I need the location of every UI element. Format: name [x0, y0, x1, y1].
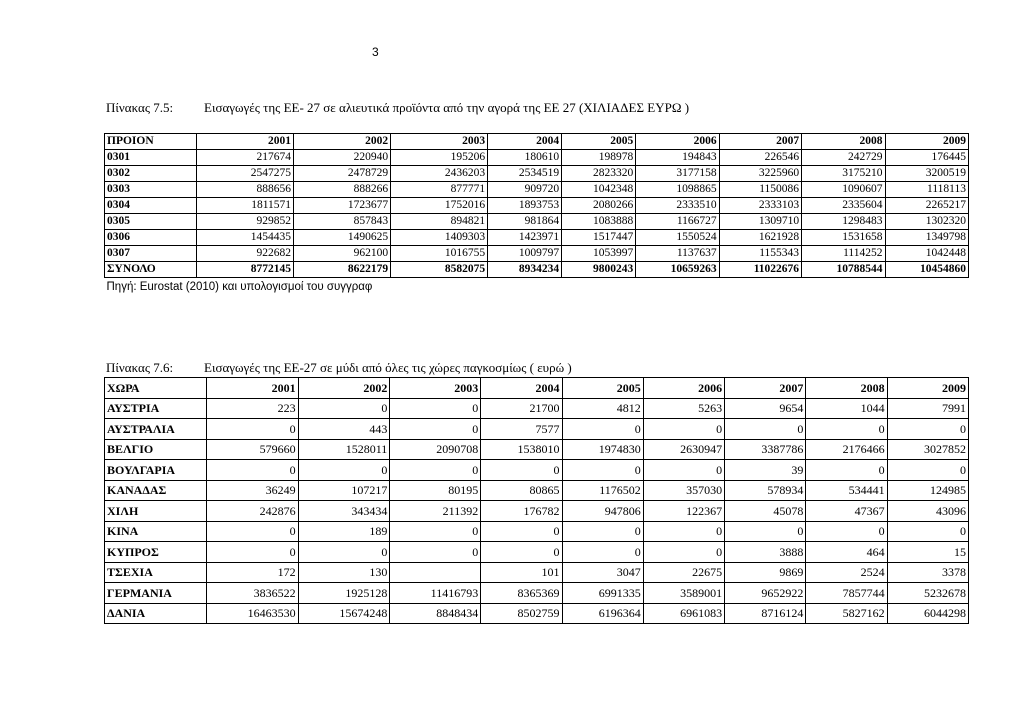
column-header-year: 2004 [481, 378, 562, 399]
value-cell: 2333510 [636, 198, 719, 214]
table-row [105, 603, 969, 624]
value-cell: 888266 [294, 182, 391, 198]
table-row [105, 214, 969, 230]
column-header-year: 2001 [197, 134, 294, 150]
value-cell: 0 [643, 460, 724, 481]
value-cell: 0 [643, 521, 724, 542]
value-cell: 9800243 [562, 262, 636, 278]
value-cell: 8582075 [391, 262, 488, 278]
value-cell: 1309710 [719, 214, 801, 230]
value-cell: 223 [207, 398, 299, 419]
value-cell: 0 [390, 542, 481, 563]
value-cell: 0 [390, 521, 481, 542]
value-cell: 1137637 [636, 246, 719, 262]
value-cell: 130 [298, 562, 390, 583]
value-cell: 3177158 [636, 166, 719, 182]
value-cell: 1423971 [488, 230, 562, 246]
value-cell: 0 [887, 521, 968, 542]
value-cell: 922682 [197, 246, 294, 262]
value-cell: 0 [643, 542, 724, 563]
value-cell: 3387786 [725, 439, 806, 460]
table-7-5-label: Πίνακας 7.5: [106, 100, 174, 115]
value-cell: 101 [481, 562, 562, 583]
value-cell: 39 [725, 460, 806, 481]
table-7-6-label: Πίνακας 7.6: [106, 360, 174, 375]
row-label-cell: 0306 [105, 230, 197, 246]
value-cell: 217674 [197, 150, 294, 166]
value-cell: 877771 [391, 182, 488, 198]
value-cell: 1118113 [885, 182, 968, 198]
column-header-year: 2006 [643, 378, 724, 399]
row-label-cell: 0302 [105, 166, 197, 182]
table-row [105, 460, 969, 481]
table-row [105, 583, 969, 604]
value-cell: 15674248 [298, 603, 390, 624]
value-cell: 3589001 [643, 583, 724, 604]
value-cell: 7577 [481, 419, 562, 440]
value-cell: 2478729 [294, 166, 391, 182]
value-cell: 1042448 [885, 246, 968, 262]
value-cell: 2335604 [802, 198, 885, 214]
table-row [105, 230, 969, 246]
value-cell: 16463530 [207, 603, 299, 624]
value-cell: 211392 [390, 501, 481, 522]
value-cell: 0 [806, 460, 887, 481]
value-cell: 8716124 [725, 603, 806, 624]
table-row [105, 439, 969, 460]
value-cell: 3378 [887, 562, 968, 583]
value-cell: 929852 [197, 214, 294, 230]
value-cell: 0 [562, 419, 643, 440]
value-cell: 2630947 [643, 439, 724, 460]
row-label-cell: ΓΕΡΜΑΝΙΑ [105, 583, 207, 604]
value-cell: 47367 [806, 501, 887, 522]
value-cell: 0 [887, 419, 968, 440]
table-row [105, 182, 969, 198]
value-cell: 10454860 [885, 262, 968, 278]
value-cell: 1811571 [197, 198, 294, 214]
source-note: Πηγή: Eurostat (2010) και υπολογισμοί του συγγραφ [106, 280, 373, 293]
value-cell: 194843 [636, 150, 719, 166]
table-row [105, 198, 969, 214]
value-cell: 1349798 [885, 230, 968, 246]
value-cell: 2823320 [562, 166, 636, 182]
value-cell: 947806 [562, 501, 643, 522]
value-cell: 1176502 [562, 480, 643, 501]
value-cell: 1454435 [197, 230, 294, 246]
value-cell: 124985 [887, 480, 968, 501]
value-cell: 0 [298, 542, 390, 563]
value-cell: 242729 [802, 150, 885, 166]
value-cell: 1925128 [298, 583, 390, 604]
value-cell: 9654 [725, 398, 806, 419]
value-cell: 0 [562, 460, 643, 481]
column-header-year: 2001 [207, 378, 299, 399]
table-row [105, 419, 969, 440]
value-cell: 534441 [806, 480, 887, 501]
value-cell: 226546 [719, 150, 801, 166]
value-cell: 909720 [488, 182, 562, 198]
table-row [105, 501, 969, 522]
table-row [105, 521, 969, 542]
value-cell: 343434 [298, 501, 390, 522]
table-7-6 [104, 377, 969, 624]
row-label-cell: ΤΣΕΧΙΑ [105, 562, 207, 583]
value-cell: 1621928 [719, 230, 801, 246]
value-cell: 45078 [725, 501, 806, 522]
value-cell: 464 [806, 542, 887, 563]
value-cell: 0 [390, 398, 481, 419]
value-cell: 0 [481, 521, 562, 542]
value-cell: 0 [806, 419, 887, 440]
value-cell: 2080266 [562, 198, 636, 214]
row-label-cell: 0303 [105, 182, 197, 198]
value-cell: 80865 [481, 480, 562, 501]
value-cell: 0 [298, 460, 390, 481]
value-cell: 1114252 [802, 246, 885, 262]
value-cell: 1550524 [636, 230, 719, 246]
value-cell: 1302320 [885, 214, 968, 230]
value-cell: 1490625 [294, 230, 391, 246]
value-cell: 10659263 [636, 262, 719, 278]
value-cell: 5827162 [806, 603, 887, 624]
column-header-year: 2009 [887, 378, 968, 399]
table-7-5-title: Εισαγωγές της ΕΕ- 27 σε αλιευτικά προϊόντα από την αγορά της ΕΕ 27 (ΧΙΛΙΑΔΕΣ ΕΥΡΩ ) [204, 100, 690, 115]
value-cell: 1053997 [562, 246, 636, 262]
table-row [105, 480, 969, 501]
value-cell: 1298483 [802, 214, 885, 230]
value-cell: 888656 [197, 182, 294, 198]
column-header-year: 2002 [294, 134, 391, 150]
value-cell: 3225960 [719, 166, 801, 182]
value-cell: 1517447 [562, 230, 636, 246]
value-cell: 36249 [207, 480, 299, 501]
value-cell: 9652922 [725, 583, 806, 604]
value-cell: 4812 [562, 398, 643, 419]
row-label-cell: ΧΙΛΗ [105, 501, 207, 522]
value-cell: 2547275 [197, 166, 294, 182]
value-cell: 176782 [481, 501, 562, 522]
value-cell: 8622179 [294, 262, 391, 278]
value-cell: 3888 [725, 542, 806, 563]
value-cell: 8365369 [481, 583, 562, 604]
column-header-year: 2007 [719, 134, 801, 150]
row-label-cell: 0305 [105, 214, 197, 230]
table-7-6-title: Εισαγωγές της ΕΕ-27 σε μύδι από όλες τις χώρες παγκοσμίως ( ευρώ ) [204, 360, 572, 375]
value-cell: 1098865 [636, 182, 719, 198]
row-label-cell: ΣΥΝΟΛΟ [105, 262, 197, 278]
value-cell: 9869 [725, 562, 806, 583]
value-cell: 1409303 [391, 230, 488, 246]
value-cell: 0 [725, 419, 806, 440]
column-header-year: 2008 [806, 378, 887, 399]
value-cell: 962100 [294, 246, 391, 262]
value-cell: 1090607 [802, 182, 885, 198]
value-cell: 1016755 [391, 246, 488, 262]
value-cell: 180610 [488, 150, 562, 166]
value-cell: 8848434 [390, 603, 481, 624]
table-row [105, 166, 969, 182]
value-cell: 0 [390, 460, 481, 481]
value-cell: 195206 [391, 150, 488, 166]
value-cell: 172 [207, 562, 299, 583]
value-cell: 1150086 [719, 182, 801, 198]
table-7-5 [104, 133, 969, 295]
value-cell: 0 [725, 521, 806, 542]
value-cell: 1893753 [488, 198, 562, 214]
row-label-cell: ΒΕΛΓΙΟ [105, 439, 207, 460]
value-cell: 0 [562, 542, 643, 563]
value-cell: 857843 [294, 214, 391, 230]
value-cell: 0 [207, 460, 299, 481]
value-cell: 1009797 [488, 246, 562, 262]
value-cell: 1044 [806, 398, 887, 419]
value-cell: 443 [298, 419, 390, 440]
column-header-year: 2005 [562, 134, 636, 150]
column-header-label: ΠΡΟΙΟΝ [105, 134, 197, 150]
value-cell: 3200519 [885, 166, 968, 182]
table-7-5-caption [106, 100, 689, 116]
column-header-year: 2003 [390, 378, 481, 399]
column-header-year: 2004 [488, 134, 562, 150]
column-header-year: 2005 [562, 378, 643, 399]
row-label-cell: 0304 [105, 198, 197, 214]
page-number: 3 [372, 45, 379, 59]
value-cell: 1723677 [294, 198, 391, 214]
value-cell: 10788544 [802, 262, 885, 278]
value-cell: 2333103 [719, 198, 801, 214]
value-cell: 5263 [643, 398, 724, 419]
row-label-cell: ΒΟΥΛΓΑΡΙΑ [105, 460, 207, 481]
value-cell: 2176466 [806, 439, 887, 460]
row-label-cell: ΚΥΠΡΟΣ [105, 542, 207, 563]
table-header-row [105, 134, 969, 150]
value-cell: 7991 [887, 398, 968, 419]
value-cell: 981864 [488, 214, 562, 230]
value-cell: 5232678 [887, 583, 968, 604]
row-label-cell: 0307 [105, 246, 197, 262]
value-cell: 3836522 [207, 583, 299, 604]
column-header-label: ΧΩΡΑ [105, 378, 207, 399]
value-cell: 6991335 [562, 583, 643, 604]
value-cell: 122367 [643, 501, 724, 522]
value-cell: 11416793 [390, 583, 481, 604]
value-cell: 2436203 [391, 166, 488, 182]
row-label-cell: ΚΙΝΑ [105, 521, 207, 542]
value-cell: 80195 [390, 480, 481, 501]
value-cell: 198978 [562, 150, 636, 166]
value-cell: 2265217 [885, 198, 968, 214]
value-cell: 2534519 [488, 166, 562, 182]
value-cell: 0 [298, 398, 390, 419]
column-header-year: 2006 [636, 134, 719, 150]
value-cell: 357030 [643, 480, 724, 501]
value-cell: 7857744 [806, 583, 887, 604]
row-label-cell: ΑΥΣΤΡΙΑ [105, 398, 207, 419]
column-header-year: 2008 [802, 134, 885, 150]
value-cell: 43096 [887, 501, 968, 522]
value-cell: 220940 [294, 150, 391, 166]
value-cell: 0 [562, 521, 643, 542]
value-cell: 1752016 [391, 198, 488, 214]
value-cell: 8502759 [481, 603, 562, 624]
value-cell: 3175210 [802, 166, 885, 182]
value-cell: 1083888 [562, 214, 636, 230]
value-cell: 21700 [481, 398, 562, 419]
column-header-year: 2003 [391, 134, 488, 150]
value-cell: 8934234 [488, 262, 562, 278]
value-cell: 107217 [298, 480, 390, 501]
value-cell: 6044298 [887, 603, 968, 624]
table-row [105, 562, 969, 583]
value-cell: 2524 [806, 562, 887, 583]
value-cell: 15 [887, 542, 968, 563]
value-cell: 6961083 [643, 603, 724, 624]
value-cell: 1528011 [298, 439, 390, 460]
column-header-year: 2009 [885, 134, 968, 150]
value-cell: 6196364 [562, 603, 643, 624]
value-cell: 176445 [885, 150, 968, 166]
value-cell: 2090708 [390, 439, 481, 460]
value-cell: 11022676 [719, 262, 801, 278]
value-cell: 0 [207, 419, 299, 440]
value-cell: 1974830 [562, 439, 643, 460]
value-cell: 0 [481, 460, 562, 481]
column-header-year: 2007 [725, 378, 806, 399]
value-cell: 0 [207, 542, 299, 563]
value-cell: 0 [481, 542, 562, 563]
value-cell: 578934 [725, 480, 806, 501]
row-label-cell: ΚΑΝΑΔΑΣ [105, 480, 207, 501]
value-cell: 0 [390, 419, 481, 440]
value-cell: 1538010 [481, 439, 562, 460]
table-row [105, 262, 969, 278]
table-row [105, 398, 969, 419]
value-cell: 0 [207, 521, 299, 542]
value-cell: 0 [643, 419, 724, 440]
value-cell: 8772145 [197, 262, 294, 278]
row-label-cell: ΑΥΣΤΡΑΛΙΑ [105, 419, 207, 440]
source-row [105, 278, 969, 296]
table-header-row [105, 378, 969, 399]
value-cell: 0 [887, 460, 968, 481]
value-cell: 894821 [391, 214, 488, 230]
value-cell: 22675 [643, 562, 724, 583]
value-cell: 1531658 [802, 230, 885, 246]
table-row [105, 150, 969, 166]
value-cell: 242876 [207, 501, 299, 522]
value-cell: 1166727 [636, 214, 719, 230]
value-cell: 3027852 [887, 439, 968, 460]
table-row [105, 542, 969, 563]
value-cell: 1042348 [562, 182, 636, 198]
table-7-6-caption [106, 360, 572, 376]
value-cell: 0 [806, 521, 887, 542]
value-cell: 579660 [207, 439, 299, 460]
row-label-cell: 0301 [105, 150, 197, 166]
row-label-cell: ΔΑΝΙΑ [105, 603, 207, 624]
table-row [105, 246, 969, 262]
column-header-year: 2002 [298, 378, 390, 399]
value-cell [390, 562, 481, 583]
value-cell: 1155343 [719, 246, 801, 262]
value-cell: 3047 [562, 562, 643, 583]
value-cell: 189 [298, 521, 390, 542]
